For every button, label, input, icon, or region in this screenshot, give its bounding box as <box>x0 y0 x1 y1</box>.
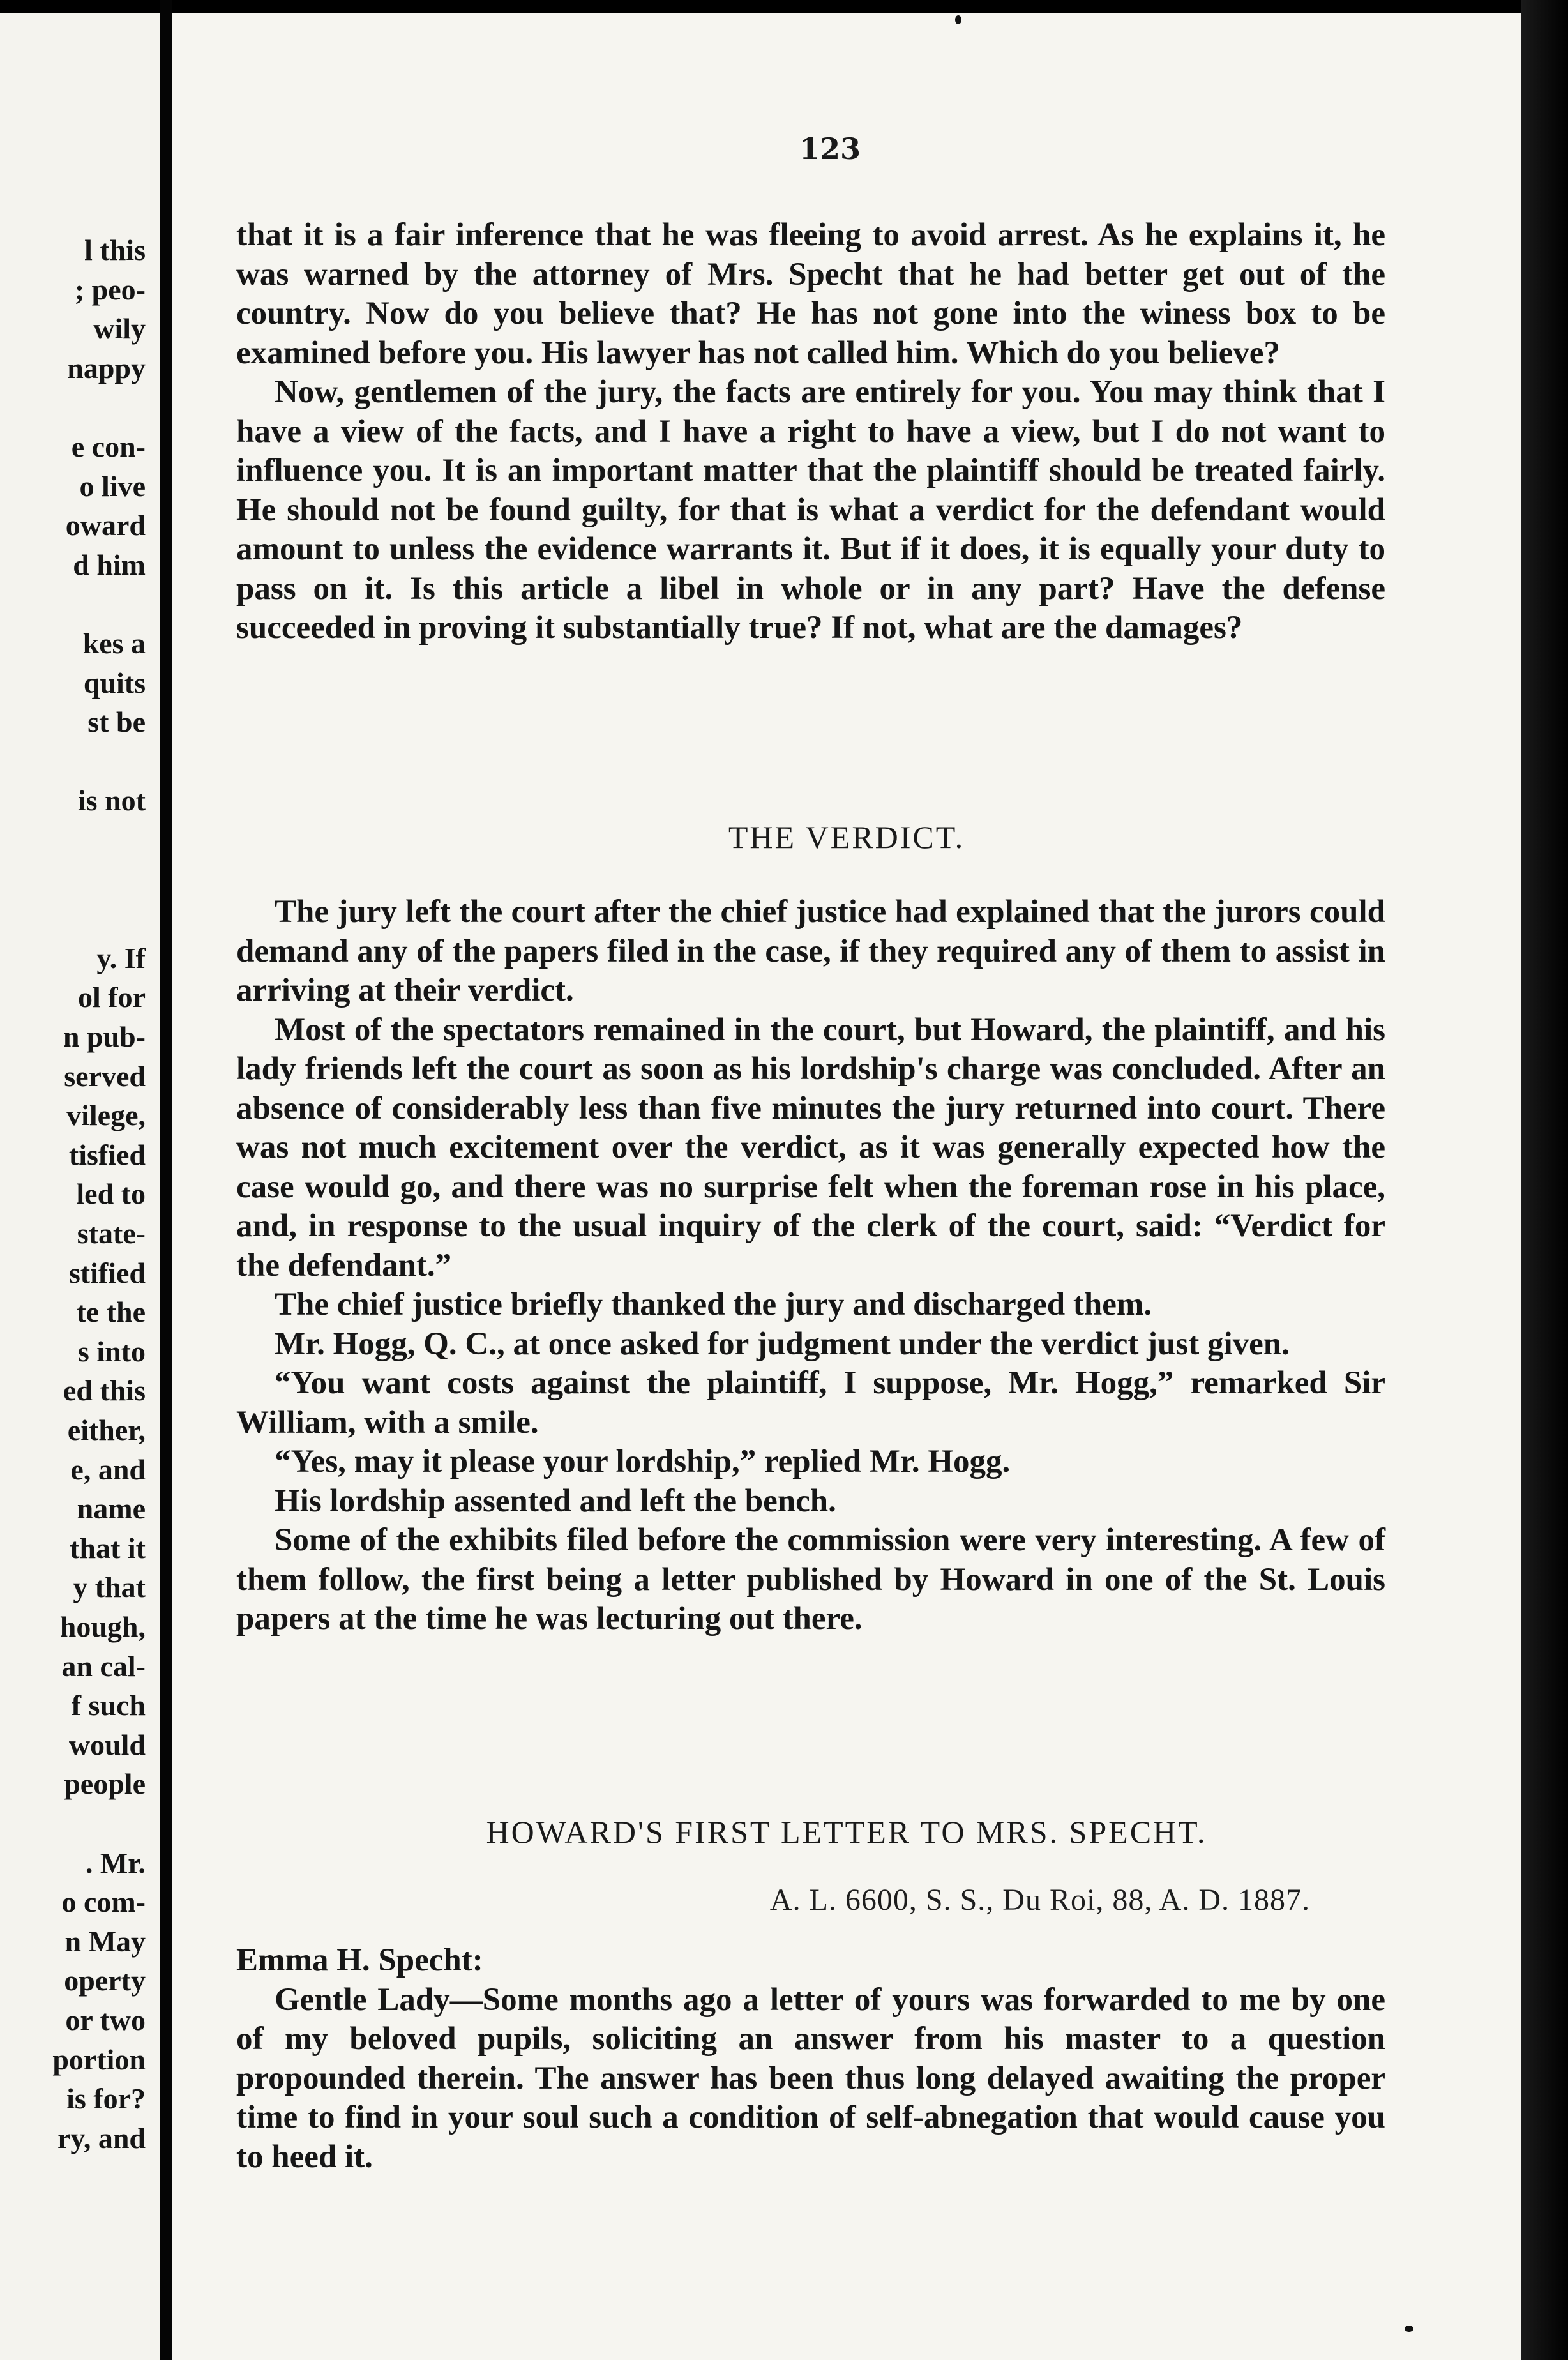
fragment-line: d him <box>73 548 146 581</box>
paragraph: Mr. Hogg, Q. C., at once asked for judgment under the verdict just given. <box>275 1326 1290 1362</box>
fragment-line: y that <box>73 1571 146 1604</box>
fragment-line: operty <box>64 1964 146 1997</box>
fragment-line: o com- <box>61 1886 146 1919</box>
fragment-line: . Mr. <box>85 1846 146 1879</box>
fragment-line: hough, <box>59 1610 146 1643</box>
fragment-line: led to <box>76 1177 146 1211</box>
fragment-line: that it <box>70 1531 146 1564</box>
page-edge-shadow <box>1521 0 1568 2360</box>
fragment-line: people <box>64 1767 146 1801</box>
paragraph: Now, gentlemen of the jury, the facts are entirely for you. You may think that I have a view of the facts, and I have a right to have a view, but I do not want to influence you. It is an important matter that the plaintiff should be treated fairly. He should not be found guilty, for that is what a verdict for the defendant would amount to unless the evidence warrants it. But if it does, it is equally your duty to pass on it. Is this article a libel in whole or in any part? Have the defense succeeded in proving it substantially true? If not, what are the damages? <box>236 374 1385 646</box>
fragment-line: n pub- <box>63 1020 146 1053</box>
fragment-line: e con- <box>71 430 146 463</box>
fragment-line: served <box>64 1059 146 1093</box>
fragment-line: e, and <box>70 1453 146 1486</box>
paragraph: His lordship assented and left the bench. <box>275 1483 836 1519</box>
fragment-line: is not <box>77 784 146 817</box>
fragment-line: kes a <box>82 627 146 660</box>
fragment-line: would <box>68 1728 146 1761</box>
fragment-line: ry, and <box>57 2121 146 2154</box>
page-number: 123 <box>799 132 861 166</box>
fragment-line: portion <box>52 2043 146 2076</box>
letter-dateline: A. L. 6600, S. S., Du Roi, 88, A. D. 1887. <box>769 1883 1310 1917</box>
adjacent-page-fragment <box>0 13 160 2360</box>
fragment-line: name <box>77 1492 146 1525</box>
section-heading-letter: HOWARD'S FIRST LETTER TO MRS. SPECHT. <box>486 1814 1207 1850</box>
fragment-line: ed this <box>63 1374 146 1407</box>
verdict-text <box>236 893 1385 1639</box>
book-page <box>172 13 1521 2360</box>
fragment-line: te the <box>76 1296 146 1329</box>
fragment-line: n May <box>64 1925 146 1958</box>
letter-salutation: Emma H. Specht: <box>236 1942 483 1978</box>
fragment-line: state- <box>77 1217 146 1250</box>
paragraph: The jury left the court after the chief justice had explained that the jurors could demand any of the papers filed in the case, if they required any of them to assist in arriving at their verdict. <box>236 894 1385 1008</box>
fragment-line: or two <box>65 2004 146 2036</box>
letter-text <box>236 1941 1385 2177</box>
page-gutter <box>160 0 172 2360</box>
fragment-line: either, <box>67 1414 146 1446</box>
paragraph: Gentle Lady—Some months ago a letter of yours was forwarded to me by one of my beloved pupils, soliciting an answer from his master to a question propounded therein. The answer has been thus long delayed awaiting the proper time to find in your soul such a condition of self-abnegation that would cause you to heed it. <box>236 1981 1385 2175</box>
fragment-line: s into <box>77 1335 146 1368</box>
fragment-line: vilege, <box>66 1099 146 1132</box>
fragment-line: f such <box>71 1689 146 1722</box>
fragment-line: y. If <box>96 941 146 974</box>
paragraph: The chief justice briefly thanked the jury and discharged them. <box>275 1287 1152 1322</box>
section-heading-verdict: THE VERDICT. <box>728 819 965 855</box>
fragment-line: wily <box>93 312 146 345</box>
print-speck <box>1405 2326 1413 2332</box>
fragment-line: l this <box>84 234 146 266</box>
paragraph: “Yes, may it please your lordship,” replied Mr. Hogg. <box>275 1444 1011 1479</box>
closing-charge-text <box>236 216 1385 648</box>
fragment-line: st be <box>87 706 146 739</box>
paragraph: that it is a fair inference that he was fleeing to avoid arrest. As he explains it, he was warned by the attorney of Mrs. Specht that he had better get out of the country. Now do you believe that? He has not gone into the winess box to be examined before you. His lawyer has not called him. Which do you believe? <box>236 217 1385 371</box>
fragment-line: tisfied <box>68 1138 146 1171</box>
fragment-line: quits <box>83 666 146 699</box>
paragraph: Some of the exhibits filed before the commission were very interesting. A few of them follow, the first being a letter published by Howard in one of the St. Louis papers at the time he was lecturing out there. <box>236 1522 1385 1637</box>
fragment-line: o live <box>79 469 146 503</box>
fragment-line: nappy <box>67 351 146 384</box>
paragraph: “You want costs against the plaintiff, I suppose, Mr. Hogg,” remarked Sir William, with a smile. <box>236 1365 1385 1441</box>
fragment-line: is for? <box>66 2082 146 2115</box>
fragment-line: ; peo- <box>74 273 146 306</box>
print-speck <box>955 15 961 24</box>
paragraph: Most of the spectators remained in the court, but Howard, the plaintiff, and his lady friends left the court as soon as his lordship's charge was concluded. After an absence of considerably less than five minutes the jury returned into court. There was not much excitement over the verdict, as it was generally expected how the case would go, and there was no surprise felt when the foreman rose in his place, and, in response to the usual inquiry of the clerk of the court, said: “Verdict for the defendant.” <box>236 1011 1385 1283</box>
fragment-line: oward <box>65 509 146 542</box>
fragment-line: stified <box>68 1256 146 1289</box>
fragment-line: ol for <box>77 981 146 1014</box>
fragment-line: an cal- <box>61 1649 146 1683</box>
